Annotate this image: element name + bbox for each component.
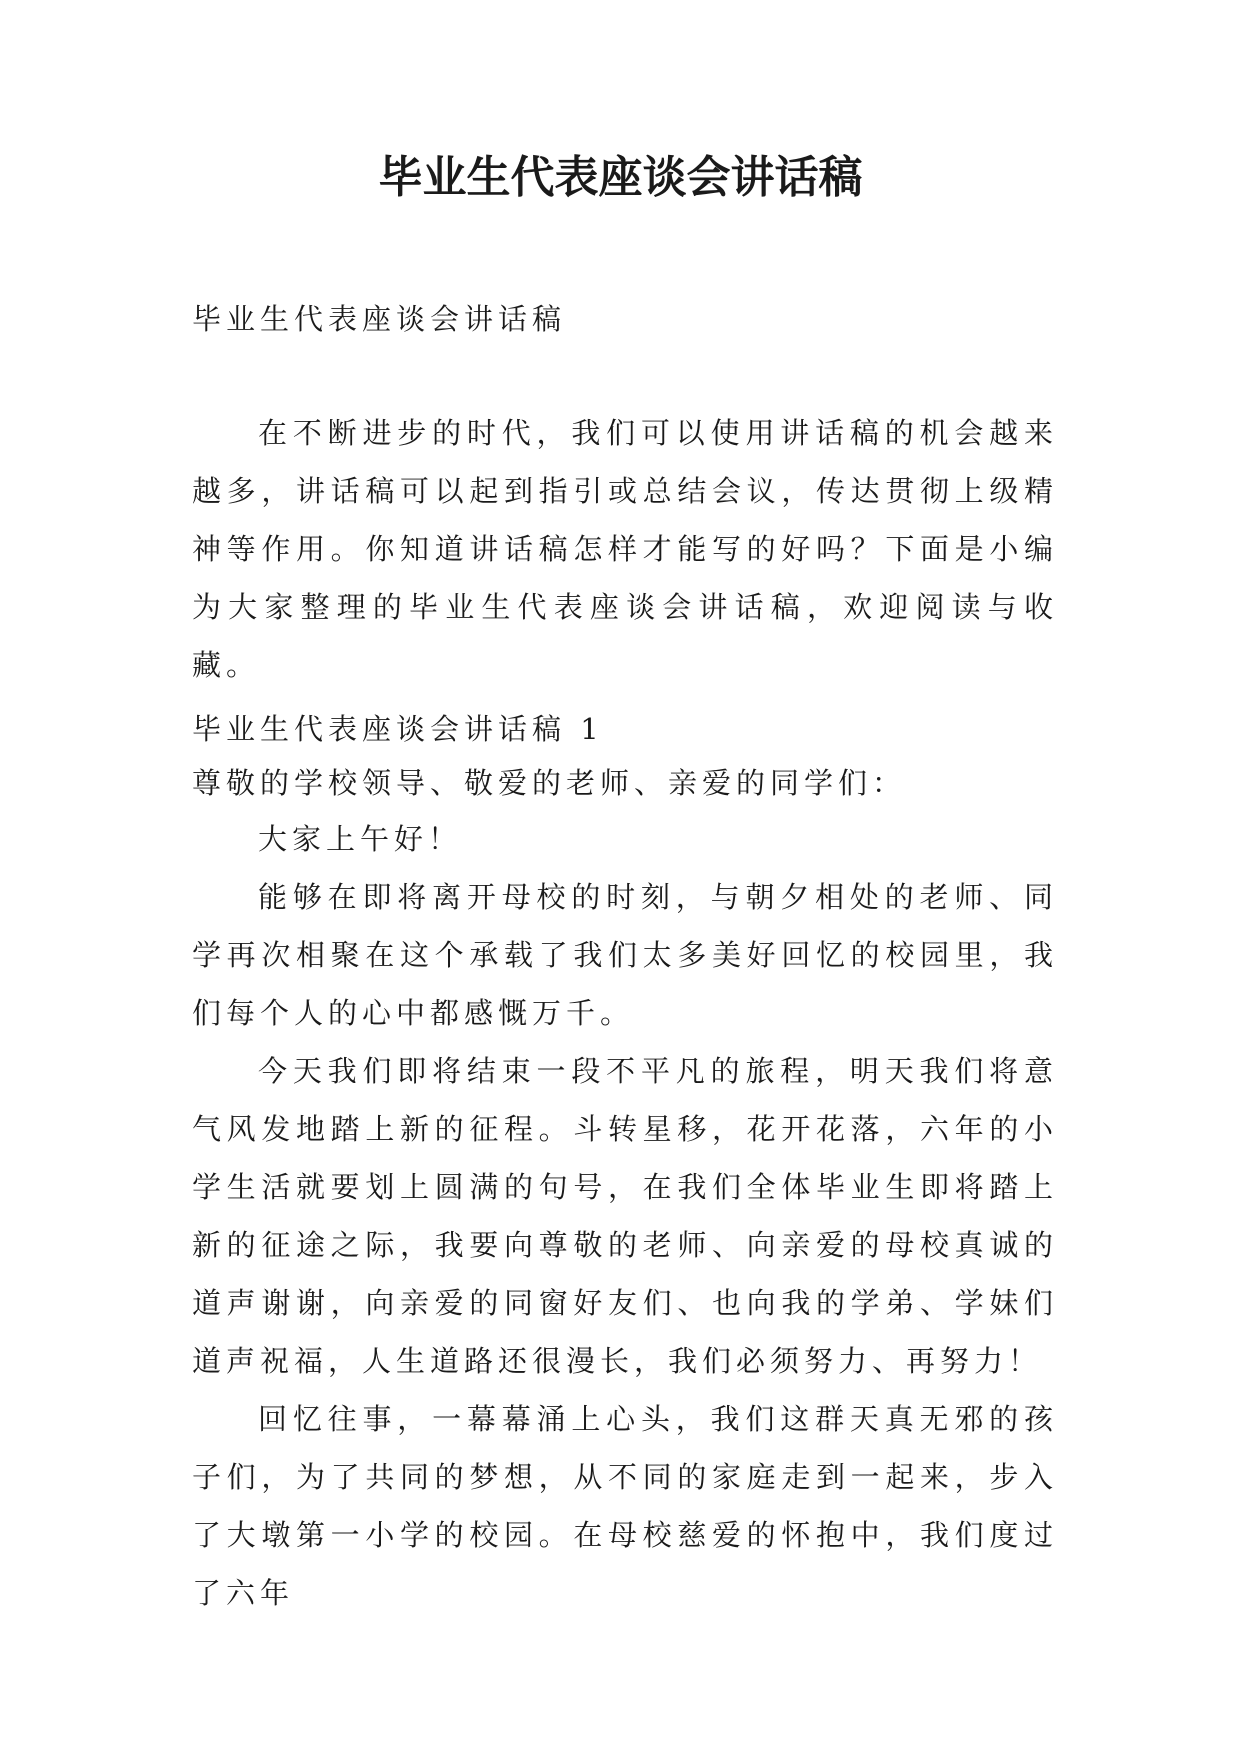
speech-paragraph: 大家上午好！ <box>258 822 463 856</box>
salutation: 尊敬的学校领导、敬爱的老师、亲爱的同学们： <box>192 766 907 800</box>
document-subtitle: 毕业生代表座谈会讲话稿 <box>192 302 567 336</box>
document-title: 毕业生代表座谈会讲话稿 <box>378 152 863 203</box>
intro-paragraph: 在不断进步的时代，我们可以使用讲话稿的机会越来越多，讲话稿可以起到指引或总结会议，传达贯彻上级精神等作用。你知道讲话稿怎样才能写的好吗？下面是小编为大家整理的毕业生代表座谈会讲话稿，欢迎阅读与收藏。 <box>192 416 1058 682</box>
section-title: 毕业生代表座谈会讲话稿 1 <box>192 712 604 746</box>
speech-body <box>192 810 1058 1622</box>
speech-paragraph: 回忆往事，一幕幕涌上心头，我们这群天真无邪的孩子们，为了共同的梦想，从不同的家庭走到一起来，步入了大墩第一小学的校园。在母校慈爱的怀抱中，我们度过了六年 <box>192 1402 1058 1610</box>
speech-paragraph: 今天我们即将结束一段不平凡的旅程，明天我们将意气风发地踏上新的征程。斗转星移，花开花落，六年的小学生活就要划上圆满的句号，在我们全体毕业生即将踏上新的征途之际，我要向尊敬的老师、向亲爱的母校真诚的道声谢谢，向亲爱的同窗好友们、也向我的学弟、学妹们道声祝福，人生道路还很漫长，我们必须努力、再努力！ <box>192 1054 1058 1378</box>
speech-paragraph: 能够在即将离开母校的时刻，与朝夕相处的老师、同学再次相聚在这个承载了我们太多美好回忆的校园里，我们每个人的心中都感慨万千。 <box>192 880 1058 1030</box>
